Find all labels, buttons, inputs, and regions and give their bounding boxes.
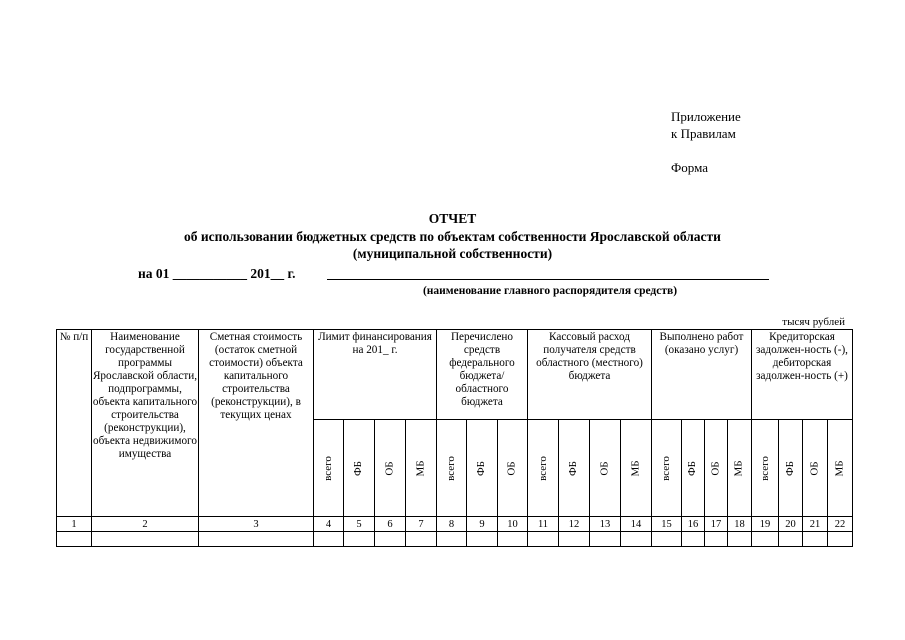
column-number: 18 [728,517,752,532]
header-debt: Кредиторская задолжен-ность (-), дебиторская задолжен-ность (+) [752,330,853,420]
subheader-cell [682,420,705,517]
subheader-label: всего [758,455,771,481]
column-number: 7 [406,517,437,532]
column-number: 20 [779,517,803,532]
header-limit: Лимит финансирования на 201_ г. [314,330,437,420]
subheader-cell [779,420,803,517]
subheader-label: ОБ [598,460,611,476]
column-number: 5 [344,517,375,532]
empty-cell [344,532,375,547]
subheader-label: ФБ [686,460,699,476]
subheader-cell [652,420,682,517]
column-number: 22 [828,517,853,532]
report-title: ОТЧЕТ [428,211,477,226]
subheader-cell [406,420,437,517]
attachment-block [671,108,741,176]
subheader-cell [705,420,728,517]
empty-cell [199,532,314,547]
report-subtitle: об использовании бюджетных средств по объектам собственности Ярославской области [184,229,721,244]
header-cash-expense: Кассовый расход получателя средств областного (местного) бюджета [528,330,652,420]
column-number: 14 [621,517,652,532]
empty-cell [406,532,437,547]
column-number: 17 [705,517,728,532]
attachment-line-1: Приложение [671,109,741,124]
subheader-label: ФБ [352,460,365,476]
column-number: 8 [437,517,467,532]
empty-cell [682,532,705,547]
subheader-cell [590,420,621,517]
subheader-label: ФБ [475,460,488,476]
header-completed-work: Выполнено работ (оказано услуг) [652,330,752,420]
empty-cell [752,532,779,547]
subheader-cell [528,420,559,517]
subheader-cell [559,420,590,517]
column-number: 3 [199,517,314,532]
empty-cell [621,532,652,547]
subheader-label: ФБ [783,460,796,476]
subheader-label: ОБ [383,460,396,476]
subheader-label: ОБ [808,460,821,476]
header-name: Наименование государственной программы Ярославской области, подпрограммы, объекта капитального строительства (реконструкции), объекта недвижимого имущества [92,330,199,517]
column-number: 11 [528,517,559,532]
column-number: 4 [314,517,344,532]
empty-cell [467,532,498,547]
column-number: 21 [803,517,828,532]
empty-cell [314,532,344,547]
report-subtitle-2: (муниципальной собственности) [352,246,553,261]
column-number: 15 [652,517,682,532]
column-number-row [57,517,853,532]
column-number: 6 [375,517,406,532]
subheader-label: МБ [629,459,642,477]
empty-cell [375,532,406,547]
empty-cell [779,532,803,547]
column-number: 19 [752,517,779,532]
recipient-name-line [327,279,769,280]
report-table [56,329,853,547]
empty-cell [590,532,621,547]
empty-cell [559,532,590,547]
header-num: № п/п [57,330,92,517]
subheader-label: МБ [732,459,745,477]
subheader-label: всего [536,455,549,481]
subheader-cell [728,420,752,517]
subheader-cell [467,420,498,517]
column-number: 16 [682,517,705,532]
header-estimated-cost: Сметная стоимость (остаток сметной стоимости) объекта капитального строительства (реконструкции), в текущих ценах [199,330,314,517]
subheader-label: всего [322,455,334,481]
table-row [57,532,853,547]
header-transferred: Перечислено средств федерального бюджета/ областного бюджета [437,330,528,420]
subheader-cell [752,420,779,517]
subheader-cell [621,420,652,517]
subheader-cell [344,420,375,517]
empty-cell [652,532,682,547]
subheader-cell [314,420,344,517]
column-number: 13 [590,517,621,532]
subheader-label: МБ [414,459,427,477]
recipient-caption: (наименование главного распорядителя средств) [422,285,678,297]
attachment-line-2: к Правилам [671,126,736,141]
subheader-cell [828,420,853,517]
column-number: 9 [467,517,498,532]
empty-cell [92,532,199,547]
subheader-label: МБ [833,459,846,477]
empty-cell [828,532,853,547]
column-number: 12 [559,517,590,532]
subheader-label: ОБ [505,460,518,476]
subheader-label: ФБ [567,460,580,476]
subheader-label: всего [660,455,672,481]
subheader-label: всего [445,455,457,481]
empty-cell [57,532,92,547]
subheader-cell [375,420,406,517]
empty-cell [528,532,559,547]
empty-cell [705,532,728,547]
empty-cell [728,532,752,547]
empty-cell [437,532,467,547]
column-number: 10 [498,517,528,532]
form-label: Форма [671,160,708,175]
column-number: 2 [92,517,199,532]
empty-cell [498,532,528,547]
empty-cell [803,532,828,547]
subheader-label: ОБ [709,460,722,476]
subheader-cell [803,420,828,517]
report-date-line: на 01 ___________ 201__ г. [138,266,296,281]
column-number: 1 [57,517,92,532]
subheader-cell [498,420,528,517]
subheader-cell [437,420,467,517]
units-label: тысяч рублей [782,316,845,328]
